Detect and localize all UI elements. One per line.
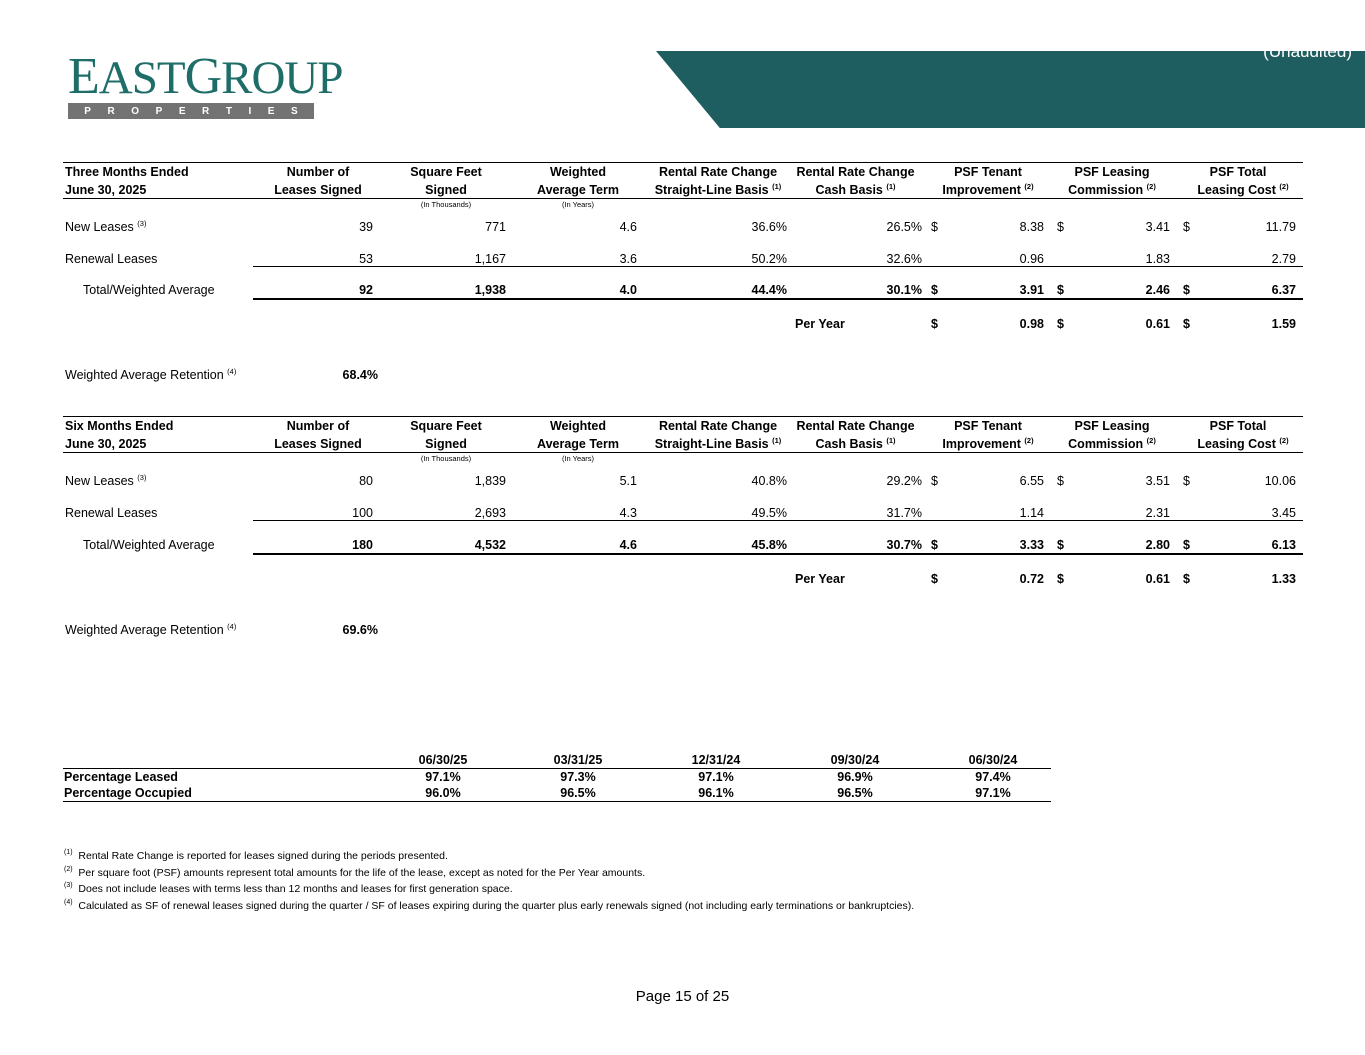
cell-lc: 0.61 xyxy=(1145,572,1170,586)
cell-lc-symbol: $ xyxy=(1057,317,1064,331)
cell-value: 97.1% xyxy=(698,770,734,784)
row-label: New Leases $^{(3)}$ xyxy=(65,219,147,234)
col-header-total: PSF Total xyxy=(1209,419,1267,433)
page-subtitle: (Unaudited) xyxy=(1263,42,1352,61)
row-label: Per Year xyxy=(795,317,845,331)
col-header-term: Weighted xyxy=(549,165,607,179)
row-label: Total/Weighted Average xyxy=(83,538,215,552)
col-header-sqft-2: Signed xyxy=(425,437,467,451)
cell-sl: 44.4% xyxy=(751,283,787,297)
totals-row xyxy=(63,281,1303,299)
cell-ti: 6.55 xyxy=(1019,474,1044,488)
retention-value: 68.4% xyxy=(342,368,378,382)
cell-ti-symbol: $ xyxy=(931,474,938,488)
cell-sqft: 771 xyxy=(485,220,506,234)
row-label: Renewal Leases xyxy=(65,506,158,520)
per-year-row xyxy=(63,315,1303,333)
cell-value: 97.1% xyxy=(425,770,461,784)
cell-lc-symbol: $ xyxy=(1057,474,1064,488)
cell-term: 4.0 xyxy=(619,283,637,297)
column-date: 09/30/24 xyxy=(830,753,880,767)
cell-leases: 53 xyxy=(359,252,373,266)
cell-lc-symbol: $ xyxy=(1057,572,1064,586)
cell-term: 3.6 xyxy=(619,252,637,266)
cell-cash: 31.7% xyxy=(886,506,922,520)
table-row xyxy=(63,768,1303,785)
col-header-ti: PSF Tenant xyxy=(954,419,1022,433)
cell-leases: 39 xyxy=(359,220,373,234)
retention-value: 69.6% xyxy=(342,623,378,637)
units-years: (In Years) xyxy=(561,200,595,209)
cell-lc-symbol: $ xyxy=(1057,283,1064,297)
footnote: $^{(1)}$ Rental Rate Change is reported for leases signed during the periods presented. xyxy=(64,849,448,862)
cell-lc: 1.83 xyxy=(1145,252,1170,266)
cell-value: 97.4% xyxy=(975,770,1011,784)
cell-sl: 45.8% xyxy=(751,538,787,552)
col-header-leases: Number of xyxy=(286,165,350,179)
cell-lc-symbol: $ xyxy=(1057,220,1064,234)
cell-lc: 2.80 xyxy=(1145,538,1170,552)
row-label: Weighted Average Retention $^{(4)}$ xyxy=(65,622,237,637)
footnotes xyxy=(64,848,914,914)
totals-row xyxy=(63,536,1303,554)
row-label: Per Year xyxy=(795,572,845,586)
cell-value: 96.0% xyxy=(425,786,461,800)
cell-lc: 0.61 xyxy=(1145,317,1170,331)
period-date: June 30, 2025 xyxy=(65,183,147,197)
column-date: 03/31/25 xyxy=(553,753,603,767)
col-header-term-2: Average Term xyxy=(537,437,619,451)
cell-total-symbol: $ xyxy=(1183,220,1190,234)
footnote: $^{(2)}$ Per square foot (PSF) amounts represent total amounts for the life of the lease, except as noted for the Per Year amounts. xyxy=(64,865,646,879)
cell-sqft: 1,167 xyxy=(474,252,506,266)
cell-cash: 29.2% xyxy=(886,474,922,488)
cell-value: 97.1% xyxy=(975,786,1011,800)
cell-total: 3.45 xyxy=(1271,506,1296,520)
cell-lc: 3.51 xyxy=(1145,474,1170,488)
cell-sl: 40.8% xyxy=(751,474,787,488)
column-date: 06/30/24 xyxy=(968,753,1018,767)
cell-total-symbol: $ xyxy=(1183,283,1190,297)
company-logo xyxy=(68,48,343,119)
col-header-leases-2: Leases Signed xyxy=(274,437,362,451)
col-header-cash-2: Cash Basis $^{(1)}$ xyxy=(815,182,896,197)
cell-ti: 3.91 xyxy=(1019,283,1044,297)
page-number: Page 15 of 25 xyxy=(635,988,730,1005)
logo-wordmark: EASTGROUP xyxy=(68,48,343,105)
row-label: Weighted Average Retention $^{(4)}$ xyxy=(65,367,237,382)
col-header-ti-2: Improvement $^{(2)}$ xyxy=(942,436,1034,451)
row-label: Total/Weighted Average xyxy=(83,283,215,297)
occupancy-header-row xyxy=(63,751,1303,768)
period-date: June 30, 2025 xyxy=(65,437,147,451)
cell-value: 96.9% xyxy=(837,770,873,784)
cell-cash: 32.6% xyxy=(886,252,922,266)
col-header-ti-2: Improvement $^{(2)}$ xyxy=(942,182,1034,197)
col-header-total-2: Leasing Cost $^{(2)}$ xyxy=(1197,436,1289,451)
col-header-sqft-2: Signed xyxy=(425,183,467,197)
units-years: (In Years) xyxy=(561,454,595,463)
cell-total-symbol: $ xyxy=(1183,474,1190,488)
cell-sqft: 1,839 xyxy=(474,474,506,488)
cell-value: 96.5% xyxy=(837,786,873,800)
cell-sqft: 2,693 xyxy=(474,506,506,520)
cell-leases: 80 xyxy=(359,474,373,488)
row-label: Renewal Leases xyxy=(65,252,158,266)
cell-ti: 0.96 xyxy=(1019,252,1044,266)
cell-cash: 30.1% xyxy=(886,283,922,297)
cell-value: 96.5% xyxy=(560,786,596,800)
row-label: Percentage Occupied xyxy=(64,786,192,800)
footnote: $^{(3)}$ Does not include leases with terms less than 12 months and leases for first generation space. xyxy=(64,882,513,895)
cell-leases: 92 xyxy=(359,283,373,297)
col-header-total-2: Leasing Cost $^{(2)}$ xyxy=(1197,182,1289,197)
row-label: New Leases $^{(3)}$ xyxy=(65,473,147,488)
col-header-lc-2: Commission $^{(2)}$ xyxy=(1068,436,1156,451)
cell-ti-symbol: $ xyxy=(931,220,938,234)
cell-ti: 8.38 xyxy=(1019,220,1044,234)
col-header-lc: PSF Leasing xyxy=(1074,165,1150,179)
row-label: Percentage Leased xyxy=(64,770,178,784)
cell-total: 2.79 xyxy=(1271,252,1296,266)
cell-cash: 26.5% xyxy=(886,220,922,234)
column-date: 06/30/25 xyxy=(418,753,468,767)
cell-leases: 100 xyxy=(352,506,373,520)
cell-sl: 36.6% xyxy=(751,220,787,234)
cell-total: 1.33 xyxy=(1271,572,1296,586)
logo-subtitle-bar: P R O P E R T I E S xyxy=(68,103,314,119)
cell-term: 5.1 xyxy=(619,474,637,488)
footnote: $^{(4)}$ Calculated as SF of renewal leases signed during the quarter / SF of leases expiring during the quarter plus early renewals signed (not including early terminations or bankruptcies). xyxy=(64,898,915,912)
units-thousands: (In Thousands) xyxy=(420,200,472,209)
period-label: Six Months Ended xyxy=(65,419,174,433)
col-header-cash: Rental Rate Change xyxy=(796,419,915,433)
cell-ti: 3.33 xyxy=(1019,538,1044,552)
cell-leases: 180 xyxy=(352,538,373,552)
cell-total: 6.13 xyxy=(1271,538,1296,552)
cell-total-symbol: $ xyxy=(1183,572,1190,586)
column-date: 12/31/24 xyxy=(691,753,741,767)
col-header-term: Weighted xyxy=(549,419,607,433)
cell-ti-symbol: $ xyxy=(931,538,938,552)
cell-ti-symbol: $ xyxy=(931,572,938,586)
cell-total-symbol: $ xyxy=(1183,538,1190,552)
col-header-cash: Rental Rate Change xyxy=(796,165,915,179)
cell-lc-symbol: $ xyxy=(1057,538,1064,552)
cell-ti: 0.98 xyxy=(1019,317,1044,331)
table-row xyxy=(63,784,1303,801)
page-title: Leasing Statistics and Occupancy Summary xyxy=(930,18,1352,40)
cell-sqft: 4,532 xyxy=(474,538,506,552)
table-row xyxy=(63,218,1303,236)
units-thousands: (In Thousands) xyxy=(420,454,472,463)
col-header-lc: PSF Leasing xyxy=(1074,419,1150,433)
cell-lc: 2.31 xyxy=(1145,506,1170,520)
col-header-leases-2: Leases Signed xyxy=(274,183,362,197)
col-header-ti: PSF Tenant xyxy=(954,165,1022,179)
cell-total: 11.79 xyxy=(1265,220,1296,234)
cell-total-symbol: $ xyxy=(1183,317,1190,331)
period-label: Three Months Ended xyxy=(65,165,189,179)
cell-term: 4.3 xyxy=(619,506,637,520)
cell-sl: 49.5% xyxy=(751,506,787,520)
cell-ti-symbol: $ xyxy=(931,283,938,297)
cell-term: 4.6 xyxy=(619,538,637,552)
col-header-sl-2: Straight-Line Basis $^{(1)}$ xyxy=(654,436,782,451)
col-header-sqft: Square Feet xyxy=(410,165,482,179)
table-row xyxy=(63,472,1303,490)
cell-ti: 1.14 xyxy=(1019,506,1044,520)
cell-ti-symbol: $ xyxy=(931,317,938,331)
cell-lc: 3.41 xyxy=(1145,220,1170,234)
retention-row xyxy=(63,366,1303,384)
cell-lc: 2.46 xyxy=(1145,283,1170,297)
col-header-sqft: Square Feet xyxy=(410,419,482,433)
col-header-leases: Number of xyxy=(286,419,350,433)
col-header-term-2: Average Term xyxy=(537,183,619,197)
cell-ti: 0.72 xyxy=(1019,572,1044,586)
col-header-sl: Rental Rate Change xyxy=(658,165,778,179)
cell-value: 97.3% xyxy=(560,770,596,784)
retention-row xyxy=(63,621,1303,639)
cell-total: 6.37 xyxy=(1271,283,1296,297)
col-header-lc-2: Commission $^{(2)}$ xyxy=(1068,182,1156,197)
header-banner xyxy=(656,51,1365,128)
col-header-total: PSF Total xyxy=(1209,165,1267,179)
col-header-sl-2: Straight-Line Basis $^{(1)}$ xyxy=(654,182,782,197)
cell-cash: 30.7% xyxy=(886,538,922,552)
cell-term: 4.6 xyxy=(619,220,637,234)
cell-value: 96.1% xyxy=(698,786,734,800)
cell-total: 1.59 xyxy=(1271,317,1296,331)
cell-sl: 50.2% xyxy=(751,252,787,266)
col-header-cash-2: Cash Basis $^{(1)}$ xyxy=(815,436,896,451)
cell-sqft: 1,938 xyxy=(474,283,506,297)
col-header-sl: Rental Rate Change xyxy=(658,419,778,433)
cell-total: 10.06 xyxy=(1264,474,1296,488)
per-year-row xyxy=(63,570,1303,588)
